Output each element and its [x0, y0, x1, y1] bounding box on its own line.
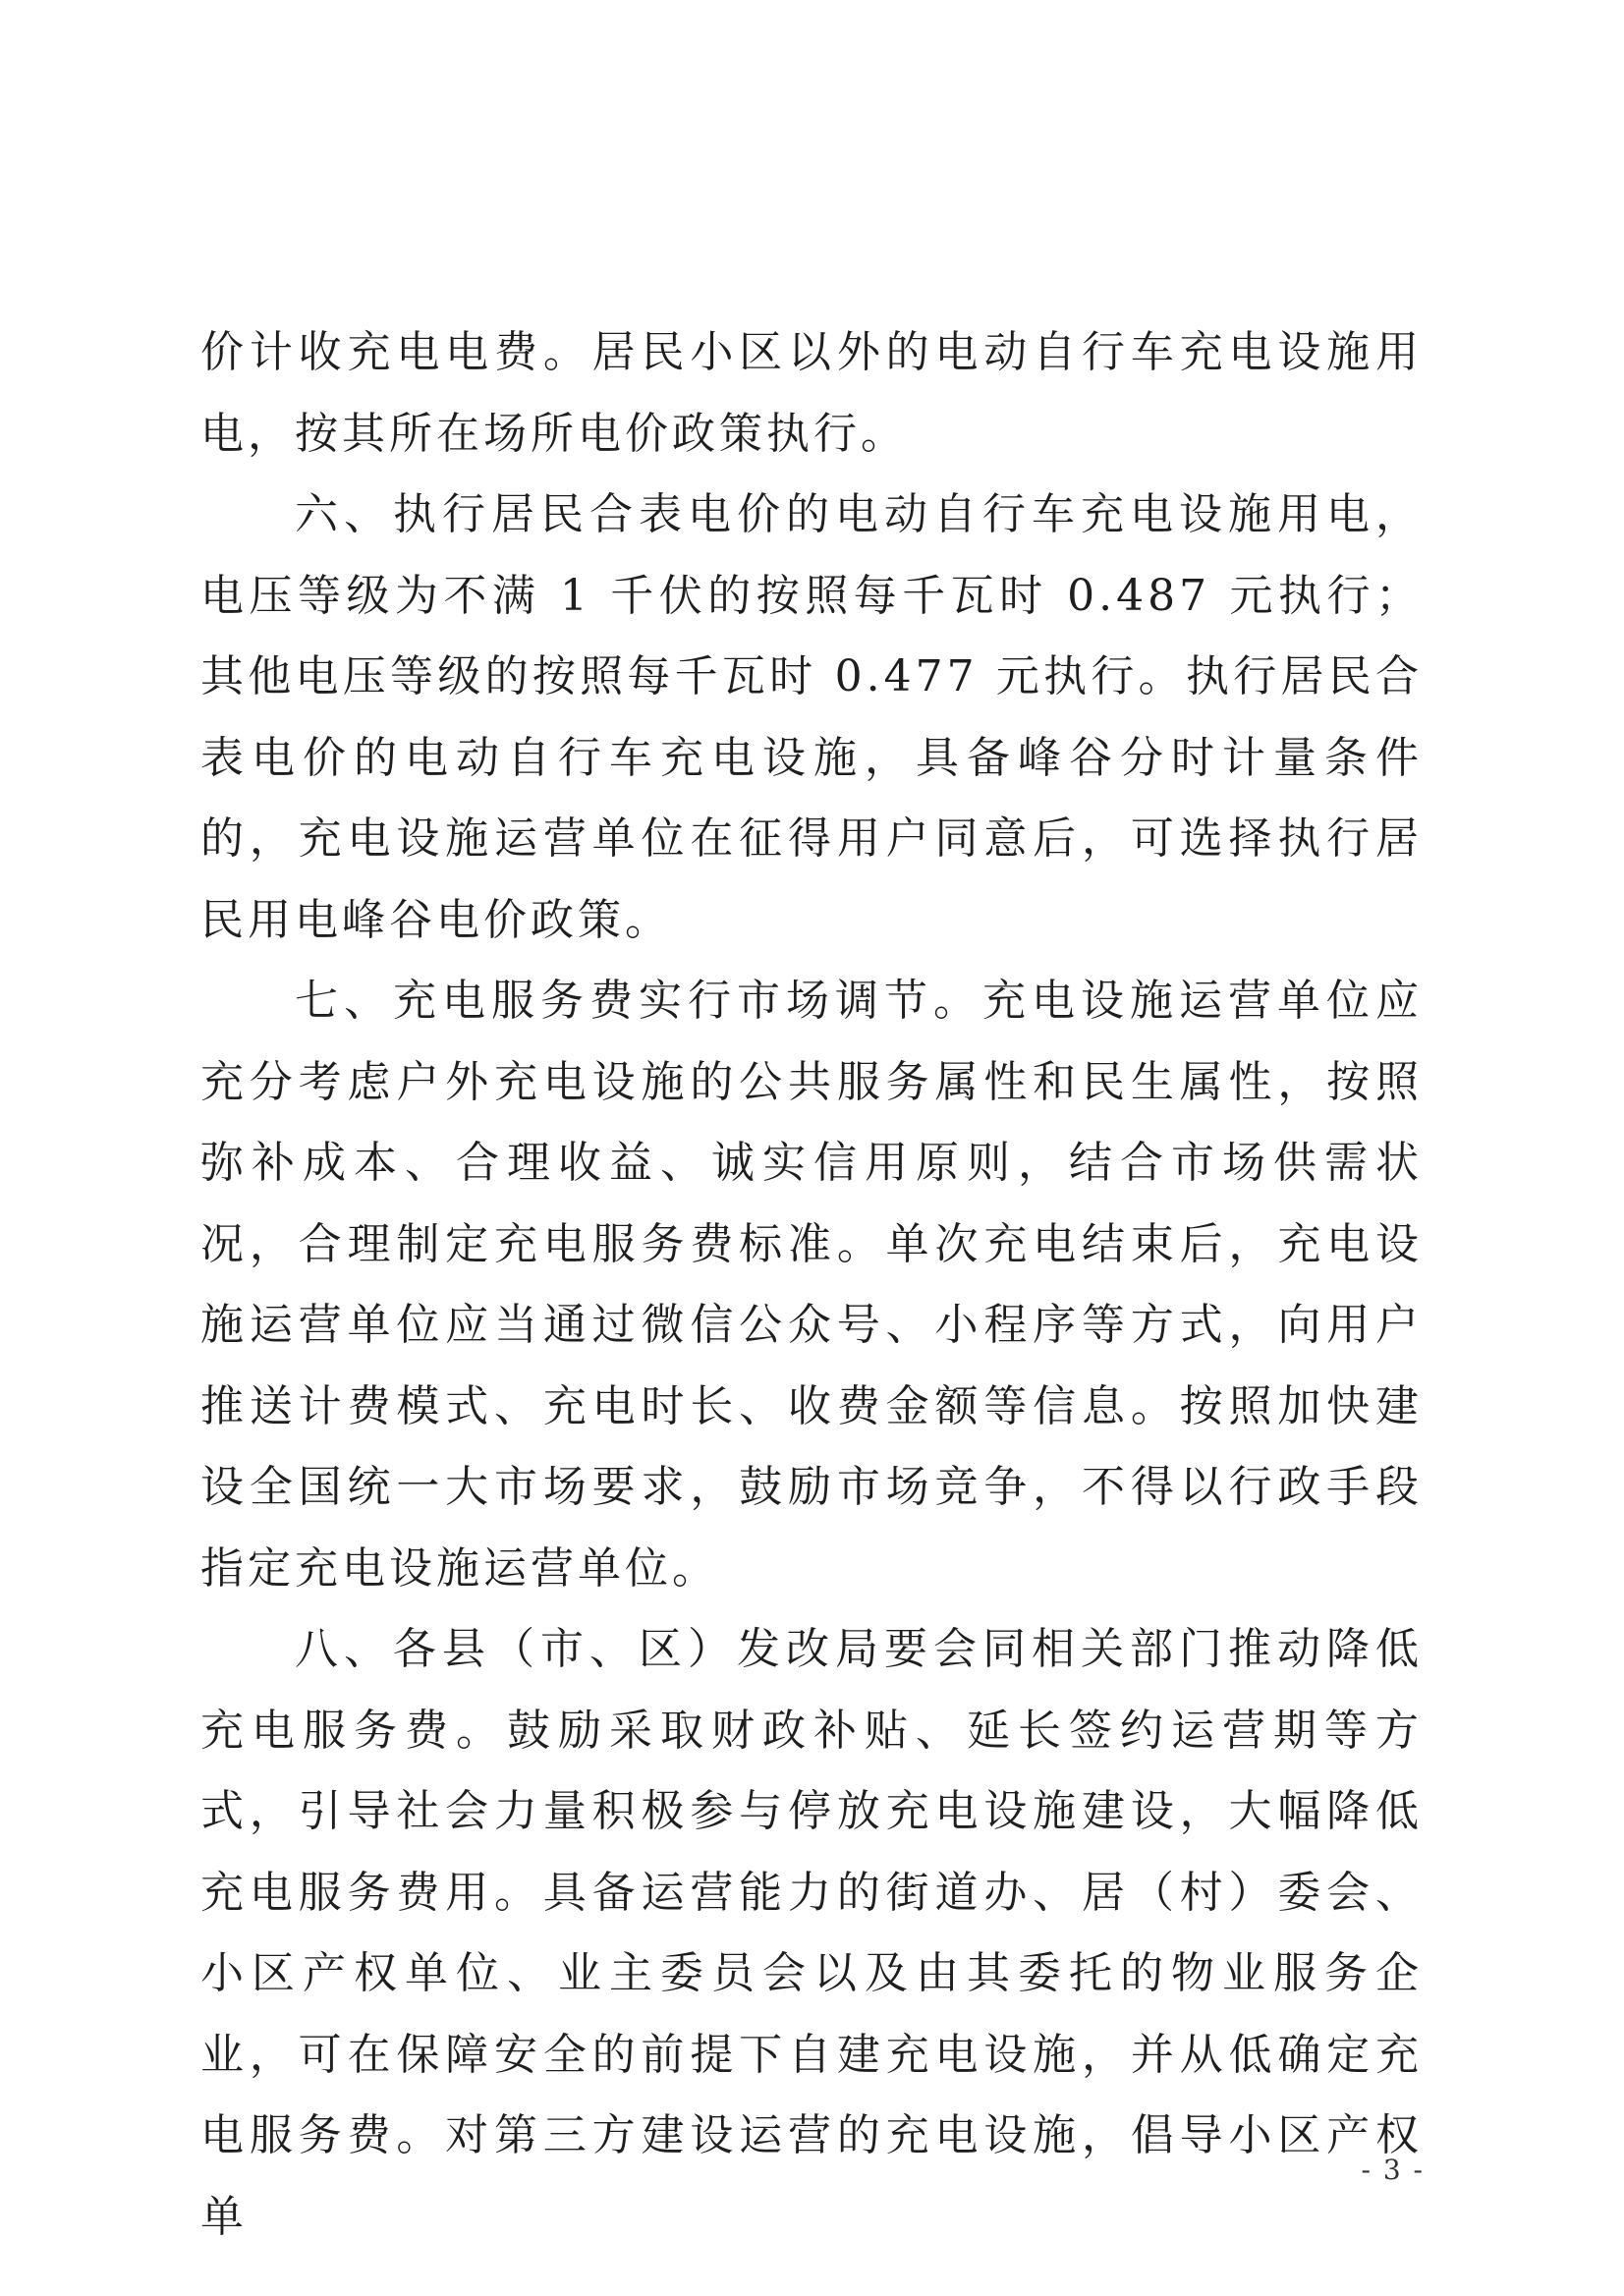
- paragraph-item-6: 六、执行居民合表电价的电动自行车充电设施用电，电压等级为不满 1 千伏的按照每千瓦时 0.487 元执行；其他电压等级的按照每千瓦时 0.477 元执行。执行居民合表电价的电动自行车充电设施，具备峰谷分时计量条件的，充电设施运营单位在征得用户同意后，可选择执行居民用电峰谷电价政策。: [200, 489, 1423, 945]
- paragraph-item-8: 八、各县（市、区）发改局要会同相关部门推动降低充电服务费。鼓励采取财政补贴、延长签约运营期等方式，引导社会力量积极参与停放充电设施建设，大幅降低充电服务费用。具备运营能力的街道办、居（村）委会、小区产权单位、业主委员会以及由其委托的物业服务企业，可在保障安全的前提下自建充电设施，并从低确定充电服务费。对第三方建设运营的充电设施，倡导小区产权单: [200, 1624, 1423, 2242]
- page-number: - 3 -: [1361, 2154, 1425, 2186]
- document-body: [200, 312, 1423, 2258]
- paragraph-item-7: 七、充电服务费实行市场调节。充电设施运营单位应充分考虑户外充电设施的公共服务属性和民生属性，按照弥补成本、合理收益、诚实信用原则，结合市场供需状况，合理制定充电服务费标准。单次充电结束后，充电设施运营单位应当通过微信公众号、小程序等方式，向用户推送计费模式、充电时长、收费金额等信息。按照加快建设全国统一大市场要求，鼓励市场竞争，不得以行政手段指定充电设施运营单位。: [200, 976, 1423, 1594]
- paragraph-continuation: 价计收充电电费。居民小区以外的电动自行车充电设施用电，按其所在场所电价政策执行。: [200, 327, 1423, 459]
